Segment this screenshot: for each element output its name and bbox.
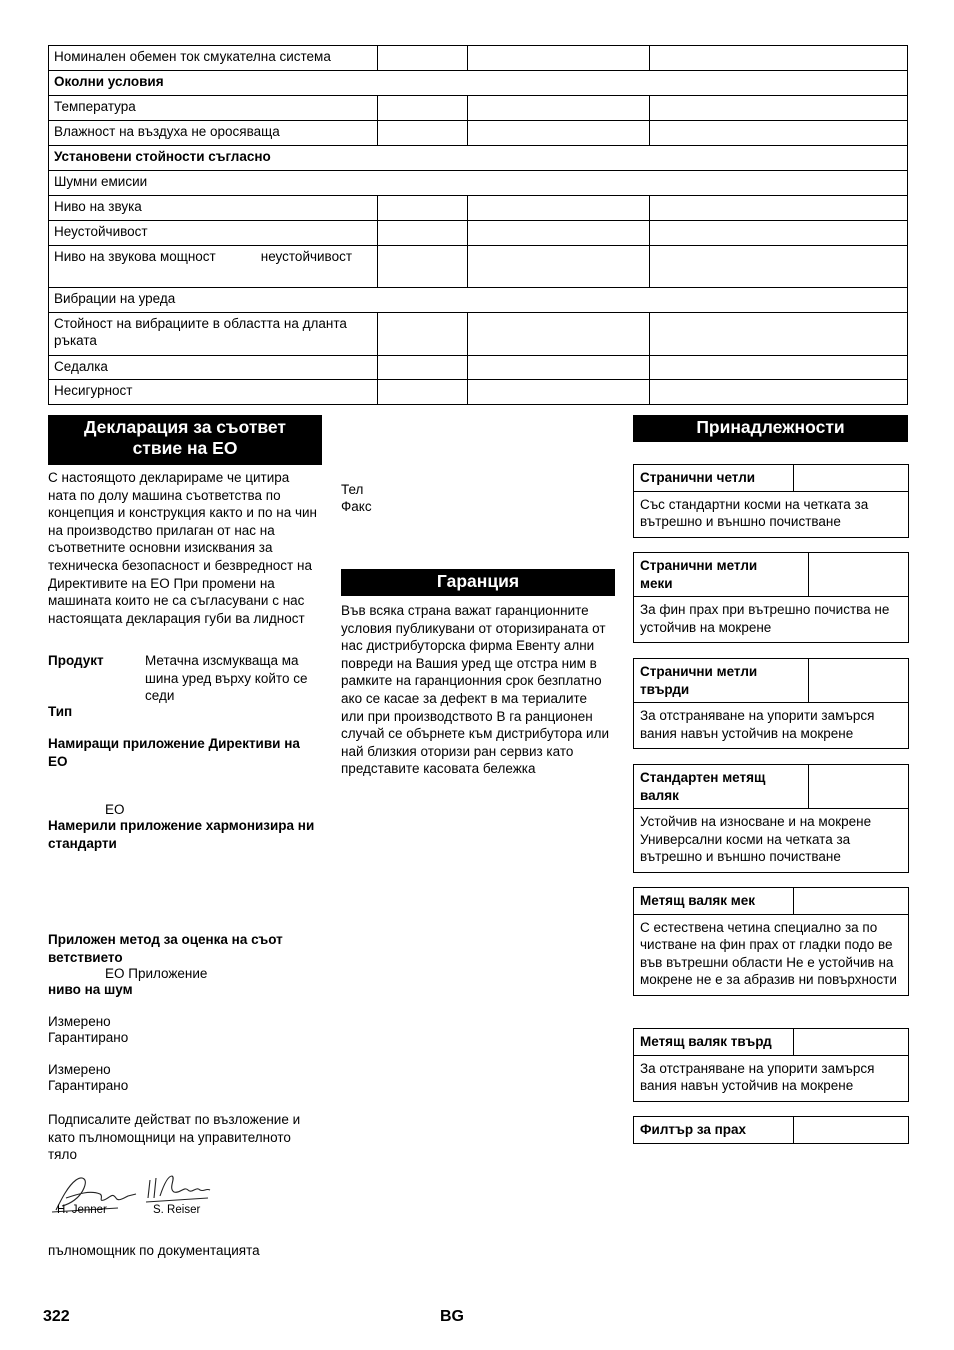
spec-row — [49, 380, 908, 405]
accessory-name: Метящ валяк мек — [634, 888, 794, 914]
accessory-description: Устойчив на износване и на мокрене Универсални косми на четката за вътрешно и външно почистване — [640, 814, 872, 865]
spec-section-label: Установени стойности съгласно — [49, 146, 908, 171]
signer-1-name: H. Jenner — [57, 1204, 107, 1216]
noise-label: ниво на шум — [48, 982, 133, 997]
accessory-item — [633, 887, 909, 996]
accessory-description: С естествена четина специално за по чистване на фин прах от гладки подо ве във вътрешни области Не е устойчив на мокрене не е за абразив ни повърхности — [640, 919, 897, 988]
directives-label: Намиращи приложение Директиви на ЕО — [48, 736, 300, 769]
accessory-name: Филтър за прах — [634, 1117, 794, 1143]
spec-row — [49, 196, 908, 221]
declaration-heading: Декларация за съответ ствие на ЕО — [48, 415, 322, 465]
method-value: ЕО Приложение — [105, 966, 208, 981]
spec-subsection-row — [49, 288, 908, 313]
accessory-description: Със стандартни косми на четката за вътрешно и външно почистване — [640, 496, 869, 530]
guaranteed-2: Гарантирано — [48, 1078, 129, 1093]
spec-section-label: Околни условия — [49, 71, 908, 96]
method-label: Приложен метод за оценка на съот ветствието — [48, 932, 283, 965]
spec-row — [49, 313, 908, 356]
spec-subsection-label: Шумни емисии — [49, 171, 908, 196]
spec-row — [49, 221, 908, 246]
accessory-item — [633, 552, 909, 643]
accessory-name: Метящ валяк твърд — [634, 1029, 794, 1055]
spec-label: Температура — [49, 96, 378, 121]
accessory-description: За отстраняване на упорити замърся вания навън устойчив на мокрене — [640, 1060, 875, 1094]
accessory-name: Стандартен метящ валяк — [634, 765, 809, 808]
accessory-name: Странични четли — [634, 465, 794, 491]
spec-row — [49, 356, 908, 380]
spec-label: Неустойчивост — [49, 221, 378, 246]
measured-2: Измерено — [48, 1062, 111, 1077]
product-label: Продукт — [48, 653, 104, 668]
spec-subsection-label: Вибрации на уреда — [49, 288, 908, 313]
signer-2-name: S. Reiser — [153, 1204, 201, 1216]
accessory-item — [633, 1028, 909, 1102]
specs-table — [48, 45, 908, 405]
accessory-name: Странични метли твърди — [634, 659, 809, 702]
accessory-item — [633, 464, 909, 538]
declaration-intro: С настоящото декларираме че цитира ната по долу машина съответства по концепция и конструкция както и по на чин на производство прилаган от нас на съответните основни изисквания за техническа безопасност и безвредност на Директивите на ЕО При промени на машината които не са съгласувани с нас настоящата декларация губи ва лидност — [48, 470, 318, 626]
signatories-note: Подписалите действат по възложение и като пълномощници на управителното тяло — [48, 1112, 301, 1163]
spec-section-row — [49, 71, 908, 96]
spec-label: Несигурност — [49, 380, 378, 405]
spec-label: Ниво на звукова мощност неустойчивост — [49, 246, 378, 288]
accessory-description: За отстраняване на упорити замърся вания навън устойчив на мокрене — [640, 708, 875, 741]
contact-tel: Тел — [341, 482, 364, 497]
guaranteed-1: Гарантирано — [48, 1030, 129, 1045]
spec-label: Влажност на въздуха не оросяваща — [49, 121, 378, 146]
language-code: BG — [440, 1308, 464, 1325]
spec-label: Ниво на звука — [49, 196, 378, 221]
spec-row — [49, 96, 908, 121]
accessory-description: За фин прах при вътрешно почиства не устойчив на мокрене — [640, 602, 890, 635]
directives-value: ЕО — [105, 802, 125, 817]
measured-1: Измерено — [48, 1014, 111, 1029]
documentation-representative: пълномощник по документацията — [48, 1243, 260, 1258]
spec-row — [49, 121, 908, 146]
accessory-name: Странични метли меки — [634, 553, 809, 596]
spec-label: Седалка — [49, 356, 378, 380]
standards-label: Намерили приложение хармонизира ни стандарти — [48, 818, 315, 851]
spec-label: Номинален обемен ток смукателна система — [49, 46, 378, 71]
accessories-heading: Принадлежности — [633, 415, 908, 442]
accessory-item — [633, 1116, 909, 1144]
product-value: Метачна изсмукваща ма шина уред върху който се седи — [145, 653, 308, 704]
spec-row — [49, 246, 908, 288]
warranty-text: Във всяка страна важат гаранционните условия публикувани от оторизираната от нас дистрибуторска фирма Евенту ални повреди на Вашия уред ще отстра ним в рамките на гаранционния срок безплатно ако се касае за дефект в ма териалите или при производството В га ранционен случай се обърнете към дистрибутора или най близкия оторизи ран сервиз като представите касовата бележка — [341, 603, 609, 777]
spec-row — [49, 46, 908, 71]
spec-section-row — [49, 146, 908, 171]
type-label: Тип — [48, 704, 73, 719]
page-number: 322 — [43, 1308, 70, 1325]
accessory-item — [633, 658, 909, 749]
warranty-heading: Гаранция — [341, 569, 615, 596]
contact-fax: Факс — [341, 499, 372, 514]
spec-label: Стойност на вибрациите в областта на дланта ръката — [49, 313, 378, 356]
accessory-item — [633, 764, 909, 873]
spec-subsection-row — [49, 171, 908, 196]
